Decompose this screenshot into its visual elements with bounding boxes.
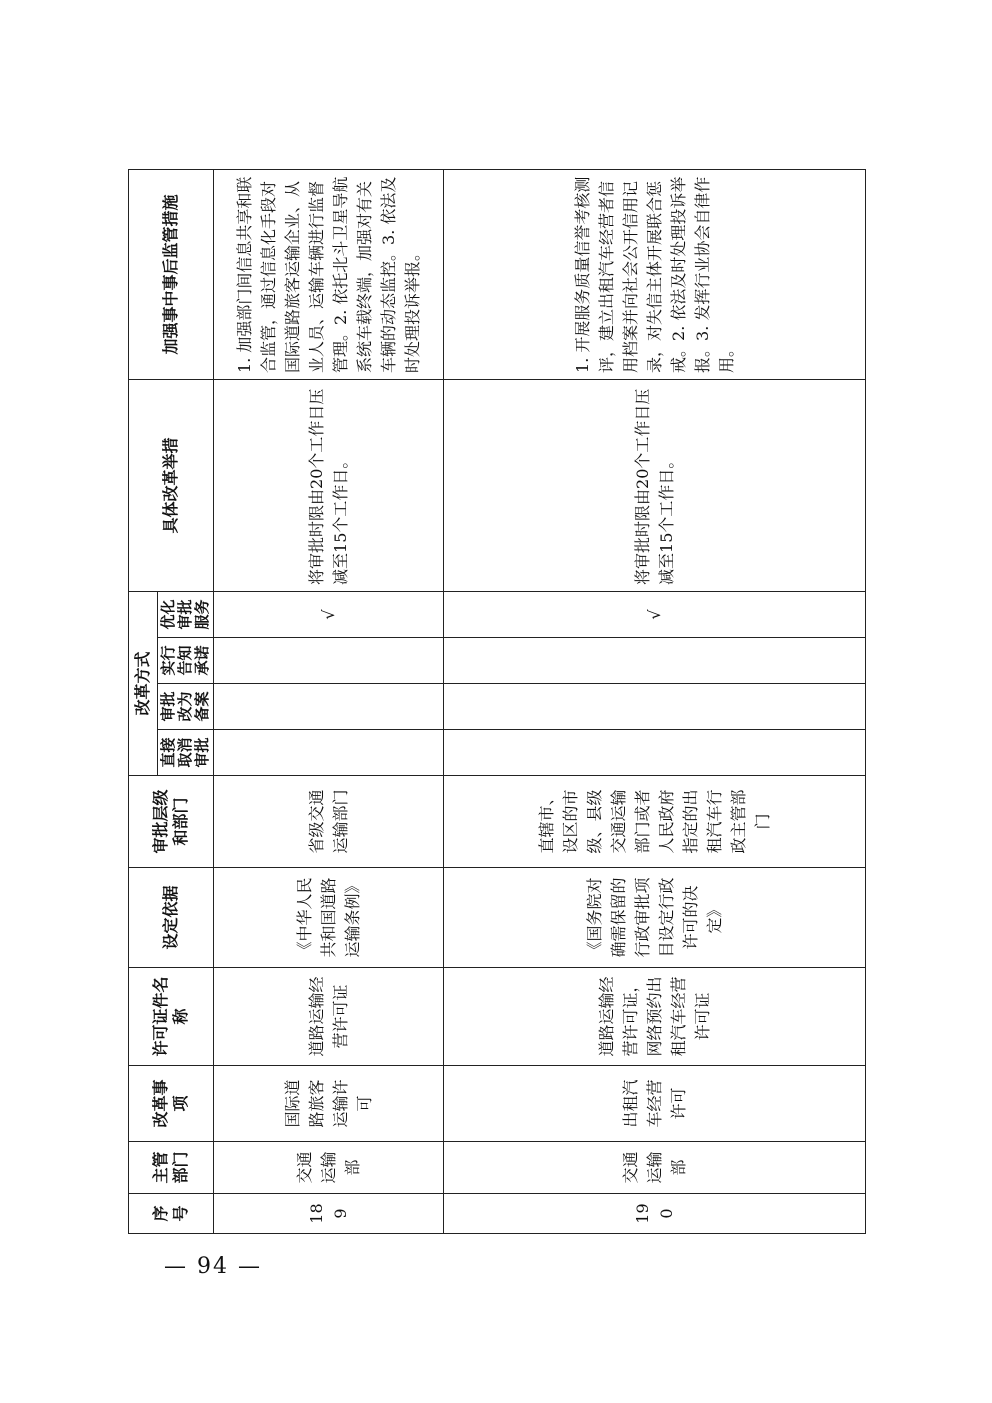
reform-table bbox=[128, 169, 866, 1234]
cell-mode-record bbox=[444, 684, 866, 730]
table-rotator bbox=[128, 170, 865, 1234]
cell-item: 出租汽车经营许可 bbox=[444, 1066, 866, 1142]
cell-seq: 189 bbox=[214, 1194, 444, 1234]
cell-supervision: 1. 加强部门间信息共享和联合监管，通过信息化手段对国际道路旅客运输企业、从业人员、运输车辆进行监督管理。2. 依托北斗卫星导航系统车载终端，加强对有关车辆的动态监控。3. 依法及时处理投诉举报。 bbox=[214, 169, 444, 379]
cell-measures: 将审批时限由20个工作日压减至15个工作日。 bbox=[214, 379, 444, 591]
cell-mode-notify bbox=[444, 638, 866, 684]
header-mode-cancel: 直接取消审批 bbox=[158, 730, 214, 776]
header-mode-record: 审批改为备案 bbox=[158, 684, 214, 730]
table-row bbox=[444, 169, 866, 1233]
rotated-table-area bbox=[128, 170, 865, 1234]
page-number: — 94 — bbox=[164, 1254, 262, 1279]
cell-supervision: 1. 开展服务质量信誉考核测评，建立出租汽车经营者信用档案并向社会公开信用记录，对失信主体开展联合惩戒。2. 依法及时处理投诉举报。3. 发挥行业协会自律作用。 bbox=[444, 169, 866, 379]
cell-seq: 190 bbox=[444, 1194, 866, 1234]
cell-mode-optimize-check: √ bbox=[444, 591, 866, 637]
cell-measures: 将审批时限由20个工作日压减至15个工作日。 bbox=[444, 379, 866, 591]
header-reform-mode: 改革方式 bbox=[129, 591, 158, 775]
header-license: 许可证件名称 bbox=[129, 968, 214, 1066]
cell-item: 国际道路旅客运输许可 bbox=[214, 1066, 444, 1142]
header-level: 审批层级和部门 bbox=[129, 776, 214, 868]
header-basis: 设定依据 bbox=[129, 868, 214, 968]
cell-mode-record bbox=[214, 684, 444, 730]
cell-license: 道路运输经营许可证 bbox=[214, 968, 444, 1066]
cell-basis: 《国务院对确需保留的行政审批项目设定行政许可的决定》 bbox=[444, 868, 866, 968]
cell-level: 省级交通运输部门 bbox=[214, 776, 444, 868]
header-department: 主管部门 bbox=[129, 1142, 214, 1194]
cell-department: 交通运输部 bbox=[214, 1142, 444, 1194]
header-seq: 序号 bbox=[129, 1194, 214, 1234]
header-item: 改革事项 bbox=[129, 1066, 214, 1142]
header-mode-optimize: 优化审批服务 bbox=[158, 591, 214, 637]
header-measures: 具体改革举措 bbox=[129, 379, 214, 591]
cell-level: 直辖市、设区的市级、县级交通运输部门或者人民政府指定的出租汽车行政主管部门 bbox=[444, 776, 866, 868]
cell-license: 道路运输经营许可证，网络预约出租汽车经营许可证 bbox=[444, 968, 866, 1066]
cell-mode-optimize-check: √ bbox=[214, 591, 444, 637]
header-mode-notify: 实行告知承诺 bbox=[158, 638, 214, 684]
table-row bbox=[214, 169, 444, 1233]
cell-mode-notify bbox=[214, 638, 444, 684]
cell-department: 交通运输部 bbox=[444, 1142, 866, 1194]
cell-basis: 《中华人民共和国道路运输条例》 bbox=[214, 868, 444, 968]
cell-mode-cancel bbox=[214, 730, 444, 776]
cell-mode-cancel bbox=[444, 730, 866, 776]
header-supervision: 加强事中事后监管措施 bbox=[129, 169, 214, 379]
